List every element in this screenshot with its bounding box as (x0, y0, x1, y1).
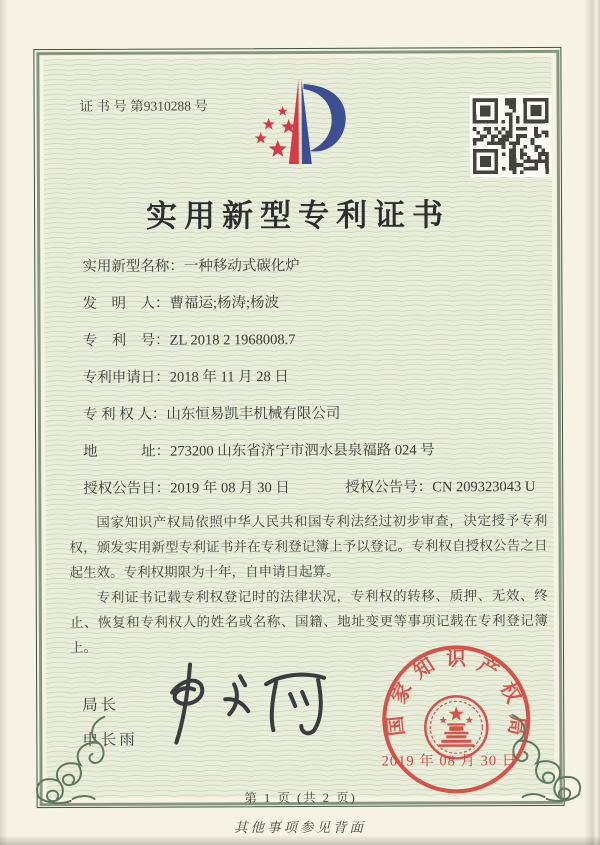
signer-name: 申长雨 (82, 731, 138, 749)
svg-text:识: 识 (445, 648, 467, 671)
qr-code (470, 95, 552, 177)
field-value: 曹福运;杨涛;杨波 (169, 295, 280, 312)
page-number: 第 1 页 (共 2 页) (244, 790, 357, 806)
certificate-border-frame (33, 47, 564, 808)
certificate-number: 证 书 号 第9310288 号 (79, 98, 208, 114)
field-label: 发 明 人： (82, 295, 170, 312)
field-label: 实用新型名称： (82, 258, 184, 275)
paragraph-grant-statement: 国家知识产权局依照中华人民共和国专利法经过初步审查，决定授予专利权，颁发实用新型专利证书并在专利登记簿上予以登记。专利权自授权公告之日起生效。专利权期限为十年，自申请日起算。 (69, 512, 548, 580)
field-value: 2018 年 11 月 28 日 (169, 369, 289, 386)
scan-edge-shadow-bottom (0, 835, 600, 845)
field-rows (82, 253, 543, 514)
field-row-address (83, 438, 543, 477)
handwritten-signature-icon (142, 654, 342, 760)
field-value: 2019 年 08 月 30 日 (170, 480, 290, 497)
cnipa-logo-icon (241, 72, 365, 177)
field-value: 273200 山东省济宁市泗水县泉福路 024 号 (170, 442, 435, 460)
certificate-title: 实用新型专利证书 (146, 197, 451, 234)
footer-note: 其他事项参见背面 (234, 820, 366, 835)
field-label: 授权公告日： (83, 480, 171, 497)
svg-text:权: 权 (495, 678, 525, 707)
field-value: 山东恒易凯丰机械有限公司 (166, 405, 341, 423)
scan-edge-shadow-left (0, 0, 8, 845)
corner-flourish-icon (494, 707, 598, 811)
field-label: 专利申请日： (82, 369, 170, 386)
field-label: 授权公告号： (345, 479, 433, 496)
field-row-inventors (82, 290, 542, 329)
signer-title: 局长 (82, 696, 120, 714)
grant-number (345, 475, 535, 497)
field-value: 一种移动式碳化炉 (183, 257, 300, 275)
field-value: CN 209323043 U (432, 478, 536, 496)
grant-date (83, 480, 290, 497)
paragraph-register-statement: 专利证书记载专利权登记时的法律状况，专利权的转移、质押、无效、终止、恢复和专利权人的姓名或名称、国籍、地址变更等事项记载在专利登记簿上。 (69, 587, 548, 655)
svg-text:家: 家 (387, 679, 417, 708)
field-value: ZL 2018 2 1968008.7 (169, 332, 296, 349)
field-label: 专 利 号： (82, 332, 170, 349)
logo-stars (255, 106, 297, 157)
corner-flourish-icon (18, 709, 122, 813)
field-row-grant (83, 475, 543, 514)
svg-text:国: 国 (384, 714, 409, 737)
field-row-name (82, 253, 542, 292)
scan-edge-shadow-right (584, 0, 600, 845)
svg-text:产: 产 (473, 653, 503, 683)
certificate-border-inner-line (36, 49, 562, 805)
field-label: 地 址： (83, 443, 171, 460)
seal-date: 2019 年 08 月 30 日 (381, 753, 518, 770)
svg-text:知: 知 (409, 653, 439, 684)
field-row-patent-number (83, 327, 543, 366)
certificate-body (43, 57, 554, 806)
field-label: 专 利 权 人： (82, 406, 167, 423)
field-row-filing-date (83, 364, 543, 403)
svg-text:局: 局 (504, 714, 528, 737)
field-row-patentee (83, 401, 543, 440)
